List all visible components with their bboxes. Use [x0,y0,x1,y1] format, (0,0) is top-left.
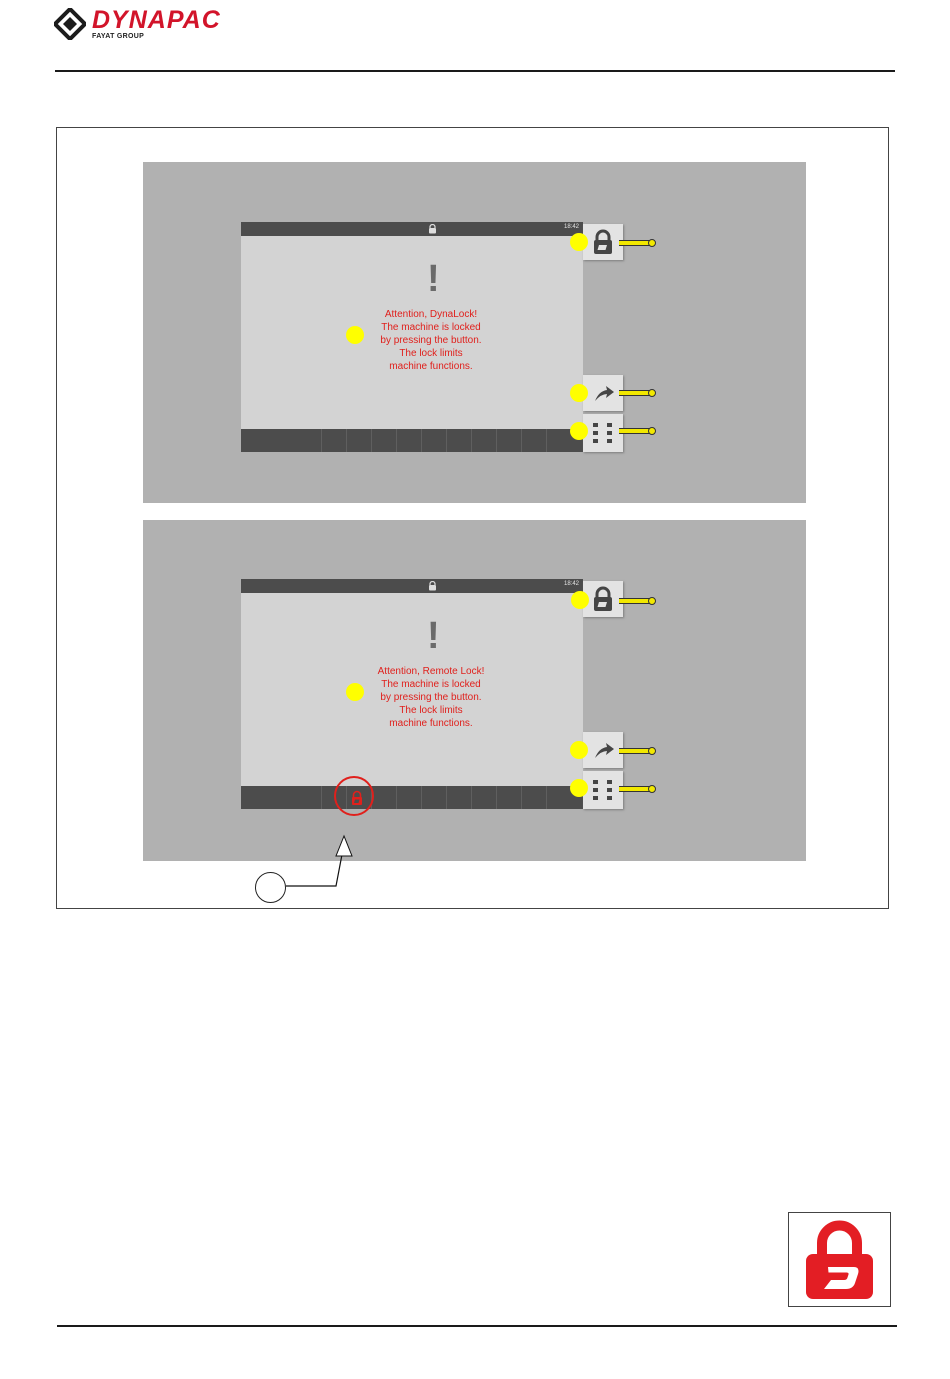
arrow-icon [583,732,623,768]
back-arrow-button[interactable] [583,375,623,411]
message-line: The machine is locked [381,679,481,690]
dynalock-icon-box [788,1212,891,1307]
leader-arrow [280,830,370,900]
panel-remote-lock [143,520,806,861]
message-line: The lock limits [399,348,463,359]
clock: 18:42 [563,581,579,587]
remote-lock-callout-circle [334,776,374,816]
warning-exclamation-icon: ! [427,258,440,300]
screen-body [241,593,583,787]
message-line: Attention, Remote Lock! [377,666,485,677]
message-line: Attention, DynaLock! [384,309,478,320]
padlock-icon [583,224,623,260]
marker-dot [570,384,588,402]
marker-dot [570,741,588,759]
marker-dot [570,233,588,251]
message-line: The machine is locked [381,322,481,333]
message-line: machine functions. [389,718,473,729]
menu-button[interactable] [583,414,623,452]
menu-grid-icon [583,771,623,809]
brand-name: DYNAPAC [92,6,221,34]
top-status-bar [241,579,583,593]
marker-dot [346,683,364,701]
connector-end [648,427,656,435]
padlock-icon [428,581,437,591]
warning-exclamation-icon: ! [427,615,440,657]
lock-button[interactable] [583,224,623,260]
brand-group: FAYAT GROUP [92,33,145,40]
message-line: by pressing the button. [380,692,482,703]
connector-end [648,747,656,755]
footer-rule [57,1325,897,1327]
connector-end [648,389,656,397]
menu-grid-icon [583,414,623,452]
message-line: The lock limits [399,705,463,716]
dynapac-logo-icon [54,8,86,40]
menu-button[interactable] [583,771,623,809]
dynalock-icon [789,1213,890,1306]
dynapac-logo [54,6,314,46]
message-line: machine functions. [389,361,473,372]
connector-end [648,597,656,605]
padlock-icon [583,581,623,617]
clock: 18:42 [563,224,579,230]
connector-end [648,239,656,247]
marker-dot [346,326,364,344]
connector-end [648,785,656,793]
panel-dynalock [143,162,806,503]
display-screen [241,579,625,809]
callout-label-circle [255,872,286,903]
lock-button[interactable] [583,581,623,617]
top-status-bar [241,222,583,236]
padlock-icon [428,224,437,234]
screen-body [241,236,583,430]
back-arrow-button[interactable] [583,732,623,768]
arrow-icon [583,375,623,411]
bottom-bar [241,786,583,809]
marker-dot [570,779,588,797]
display-screen [241,222,625,452]
message-line: by pressing the button. [380,335,482,346]
bottom-bar [241,429,583,452]
header-rule [55,70,895,72]
marker-dot [570,422,588,440]
marker-dot [571,591,589,609]
